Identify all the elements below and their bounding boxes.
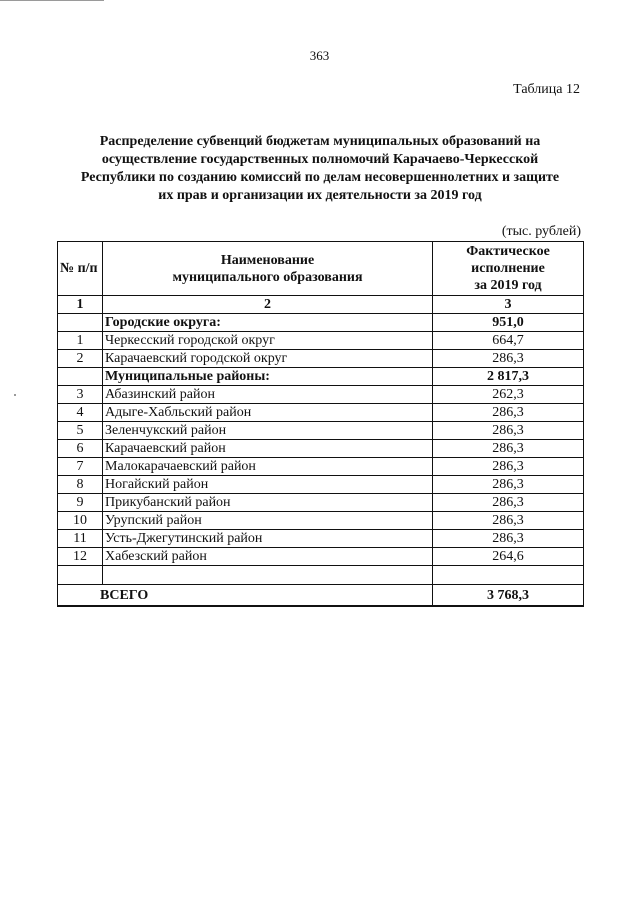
total-value: 3 768,3: [433, 585, 584, 607]
row-name: Ногайский район: [103, 476, 433, 494]
row-number: 2: [58, 350, 103, 368]
row-value: 286,3: [433, 494, 584, 512]
group-label: Муниципальные районы:: [103, 368, 433, 386]
table-row: [58, 548, 584, 566]
group-number-cell: [58, 368, 103, 386]
total-row: [58, 585, 584, 607]
table-row: [58, 530, 584, 548]
column-number: 3: [433, 296, 584, 314]
table-row: [58, 422, 584, 440]
table-row: [58, 350, 584, 368]
scan-artifact-dot: [14, 394, 16, 396]
subventions-table: [57, 241, 584, 607]
group-total: 2 817,3: [433, 368, 584, 386]
scan-artifact-line: [0, 0, 104, 1]
table-label: Таблица 12: [513, 82, 580, 97]
table-row: [58, 494, 584, 512]
units-label: (тыс. рублей): [501, 224, 581, 239]
table-row: [58, 512, 584, 530]
page-number: 363: [309, 48, 330, 63]
row-value: 286,3: [433, 404, 584, 422]
row-value: 286,3: [433, 422, 584, 440]
header-value-line: за 2019 год: [474, 278, 542, 293]
header-value-line: Фактическое: [466, 244, 550, 259]
row-value: 286,3: [433, 350, 584, 368]
row-number: 11: [58, 530, 103, 548]
document-title: [52, 133, 588, 205]
header-value: [433, 242, 584, 296]
title-line: их прав и организации их деятельности за 2019 год: [158, 188, 482, 203]
empty-cell: [103, 566, 433, 585]
total-label: ВСЕГО: [58, 585, 433, 607]
header-value-line: исполнение: [471, 261, 545, 276]
row-value: 264,6: [433, 548, 584, 566]
row-number: 6: [58, 440, 103, 458]
group-total: 951,0: [433, 314, 584, 332]
title-line: Распределение субвенций бюджетам муниципальных образований на: [99, 134, 541, 149]
row-name: Адыге-Хабльский район: [103, 404, 433, 422]
row-name: Карачаевский район: [103, 440, 433, 458]
column-number: 2: [103, 296, 433, 314]
row-number: 12: [58, 548, 103, 566]
empty-cell: [58, 566, 103, 585]
header-name-line: Наименование: [220, 252, 315, 268]
row-number: 7: [58, 458, 103, 476]
row-number: 9: [58, 494, 103, 512]
row-value: 262,3: [433, 386, 584, 404]
table-header-row: [58, 242, 584, 296]
header-number: № п/п: [58, 242, 103, 296]
row-name: Зеленчукский район: [103, 422, 433, 440]
row-value: 286,3: [433, 476, 584, 494]
row-name: Карачаевский городской округ: [103, 350, 433, 368]
table-row: [58, 404, 584, 422]
row-name: Абазинский район: [103, 386, 433, 404]
table-row: [58, 476, 584, 494]
row-value: 664,7: [433, 332, 584, 350]
row-number: 3: [58, 386, 103, 404]
row-name: Хабезский район: [103, 548, 433, 566]
row-number: 8: [58, 476, 103, 494]
row-value: 286,3: [433, 530, 584, 548]
table-row: [58, 386, 584, 404]
group-number-cell: [58, 314, 103, 332]
title-line: осуществление государственных полномочий Карачаево-Черкесской: [101, 152, 539, 167]
table-row: [58, 440, 584, 458]
group-row-urban-districts: [58, 314, 584, 332]
row-number: 1: [58, 332, 103, 350]
row-name: Малокарачаевский район: [103, 458, 433, 476]
column-number: 1: [58, 296, 103, 314]
title-line: Республики по созданию комиссий по делам несовершеннолетних и защите: [80, 170, 560, 185]
row-value: 286,3: [433, 512, 584, 530]
row-number: 4: [58, 404, 103, 422]
group-label: Городские округа:: [103, 314, 433, 332]
header-name-line: муниципального образования: [172, 269, 363, 285]
row-name: Прикубанский район: [103, 494, 433, 512]
row-number: 5: [58, 422, 103, 440]
table-row: [58, 332, 584, 350]
column-number-row: [58, 296, 584, 314]
empty-row: [58, 566, 584, 585]
row-name: Усть-Джегутинский район: [103, 530, 433, 548]
row-value: 286,3: [433, 440, 584, 458]
row-number: 10: [58, 512, 103, 530]
table-row: [58, 458, 584, 476]
row-name: Черкесский городской округ: [103, 332, 433, 350]
group-row-municipal-districts: [58, 368, 584, 386]
row-value: 286,3: [433, 458, 584, 476]
row-name: Урупский район: [103, 512, 433, 530]
header-name: [103, 242, 433, 296]
empty-cell: [433, 566, 584, 585]
